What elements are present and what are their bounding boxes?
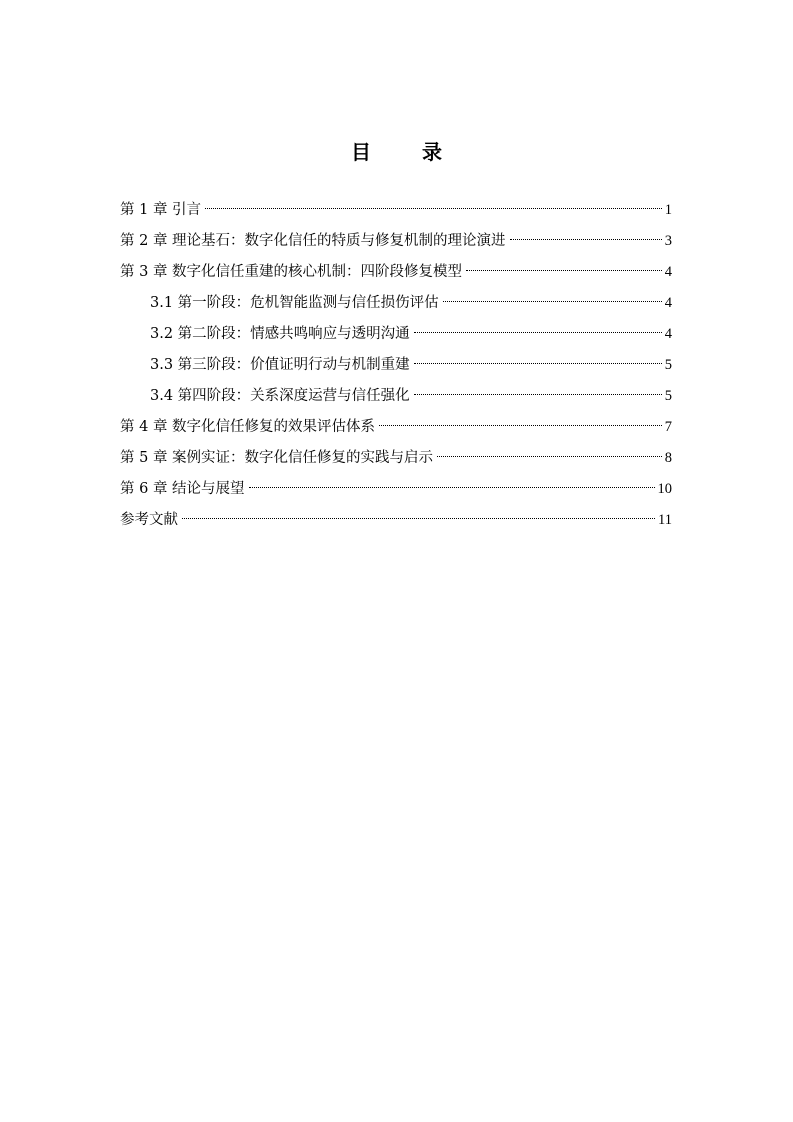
dot-leader [510,239,662,240]
toc-entry-chapter-3[interactable] [120,259,672,290]
toc-page-number: 4 [664,326,672,342]
toc-page-number: 4 [664,264,672,280]
toc-page-number: 5 [664,388,672,404]
toc-entry-section-3-2[interactable] [120,321,672,352]
toc-entry-references[interactable] [120,507,672,538]
toc-page-number: 8 [664,450,672,466]
toc-page-number: 7 [664,419,672,435]
toc-entry-text: 第 2 章 理论基石：数字化信任的特质与修复机制的理论演进 [120,233,506,249]
toc-entry-text: 3.2 第二阶段：情感共鸣响应与透明沟通 [150,326,410,342]
toc-entry-text: 第 1 章 引言 [120,202,202,218]
toc-entry-section-3-3[interactable] [120,352,672,383]
dot-leader [466,270,662,271]
toc-entry-text: 3.4 第四阶段：关系深度运营与信任强化 [150,388,410,404]
toc-entry-section-3-4[interactable] [120,383,672,414]
dot-leader [437,456,662,457]
toc-entry-text: 第 5 章 案例实证：数字化信任修复的实践与启示 [120,450,434,466]
toc-page-number: 5 [664,357,672,373]
toc-entry-text: 3.3 第三阶段：价值证明行动与机制重建 [150,357,410,373]
toc-entry-text: 第 6 章 结论与展望 [120,481,245,497]
toc-page-number: 1 [664,202,672,218]
toc-entry-text: 第 4 章 数字化信任修复的效果评估体系 [120,419,376,435]
toc-entry-text: 3.1 第一阶段：危机智能监测与信任损伤评估 [150,295,439,311]
toc-title: 目 录 [351,140,464,164]
toc-page-number: 4 [664,295,672,311]
toc-entry-chapter-2[interactable] [120,228,672,259]
toc-page-number: 11 [658,512,672,528]
toc-entry-chapter-4[interactable] [120,414,672,445]
dot-leader [379,425,662,426]
dot-leader [414,332,662,333]
table-of-contents [120,197,672,538]
dot-leader [205,208,662,209]
toc-entry-chapter-1[interactable] [120,197,672,228]
toc-entry-text: 参考文献 [120,512,178,528]
dot-leader [414,363,662,364]
toc-page-number: 3 [664,233,672,249]
toc-entry-text: 第 3 章 数字化信任重建的核心机制：四阶段修复模型 [120,264,463,280]
toc-page-number: 10 [657,481,672,497]
toc-entry-section-3-1[interactable] [120,290,672,321]
dot-leader [443,301,662,302]
dot-leader [182,518,655,519]
dot-leader [249,487,655,488]
toc-entry-chapter-5[interactable] [120,445,672,476]
toc-entry-chapter-6[interactable] [120,476,672,507]
dot-leader [414,394,662,395]
